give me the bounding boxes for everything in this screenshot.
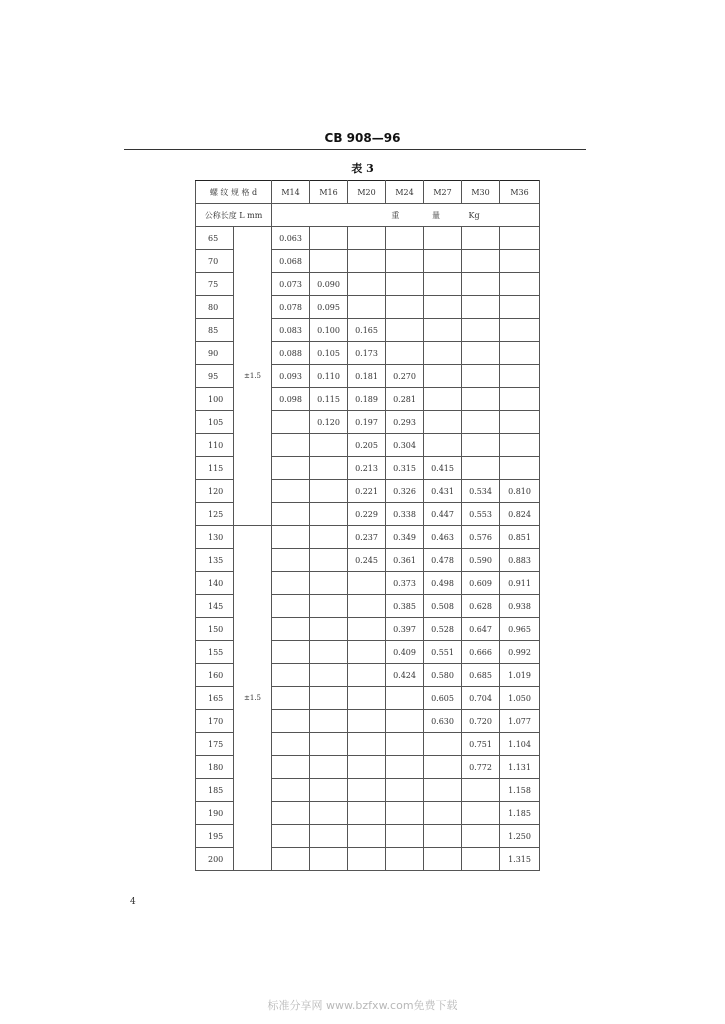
weight-cell: [424, 227, 462, 250]
weight-cell: [462, 273, 500, 296]
weight-cell: 0.281: [386, 388, 424, 411]
weight-cell: [500, 227, 540, 250]
spec-label: 螺 纹 规 格 d: [196, 181, 272, 204]
weight-cell: [462, 388, 500, 411]
weight-cell: [462, 319, 500, 342]
column-header: M30: [462, 181, 500, 204]
weight-cell: 0.647: [462, 618, 500, 641]
weight-cell: [386, 250, 424, 273]
weight-cell: [500, 365, 540, 388]
weight-cell: [462, 411, 500, 434]
weight-cell: [310, 503, 348, 526]
weight-cell: 0.883: [500, 549, 540, 572]
weight-cell: [386, 296, 424, 319]
weight-cell: [462, 296, 500, 319]
weight-unit: Kg: [468, 210, 480, 220]
weight-cell: 0.063: [272, 227, 310, 250]
weight-cell: 0.093: [272, 365, 310, 388]
weight-cell: [386, 319, 424, 342]
weight-cell: [348, 250, 386, 273]
weight-cell: [310, 664, 348, 687]
page-number: 4: [130, 897, 136, 907]
weight-cell: [272, 779, 310, 802]
weight-cell: 0.965: [500, 618, 540, 641]
weight-cell: [424, 802, 462, 825]
weight-cell: [310, 710, 348, 733]
length-cell: 165: [196, 687, 234, 710]
length-cell: 180: [196, 756, 234, 779]
weight-cell: 0.397: [386, 618, 424, 641]
weight-cell: 0.666: [462, 641, 500, 664]
weight-cell: 0.911: [500, 572, 540, 595]
length-cell: 75: [196, 273, 234, 296]
weight-cell: 0.424: [386, 664, 424, 687]
weight-cell: 0.229: [348, 503, 386, 526]
weight-cell: [424, 319, 462, 342]
weight-cell: [500, 457, 540, 480]
weight-cell: [348, 848, 386, 871]
weight-cell: [386, 825, 424, 848]
weight-cell: [272, 411, 310, 434]
weight-cell: 1.104: [500, 733, 540, 756]
weight-cell: [348, 572, 386, 595]
weight-cell: [272, 687, 310, 710]
weight-cell: [462, 457, 500, 480]
length-cell: 140: [196, 572, 234, 595]
weight-cell: 0.315: [386, 457, 424, 480]
weight-cell: 0.992: [500, 641, 540, 664]
weight-cell: [310, 549, 348, 572]
weight-cell: [272, 848, 310, 871]
weight-cell: [462, 434, 500, 457]
weight-cell: 0.628: [462, 595, 500, 618]
weight-cell: 0.938: [500, 595, 540, 618]
weight-cell: [348, 779, 386, 802]
weight-cell: [310, 595, 348, 618]
length-cell: 185: [196, 779, 234, 802]
document-code: CB 908—96: [324, 131, 401, 145]
weight-cell: 0.609: [462, 572, 500, 595]
weight-cell: 0.685: [462, 664, 500, 687]
weight-cell: [500, 411, 540, 434]
length-cell: 130: [196, 526, 234, 549]
weight-cell: 0.553: [462, 503, 500, 526]
weight-cell: [462, 802, 500, 825]
weight-cell: [500, 273, 540, 296]
column-header: M27: [424, 181, 462, 204]
weight-cell: 0.772: [462, 756, 500, 779]
weight-cell: [272, 802, 310, 825]
weight-cell: 0.551: [424, 641, 462, 664]
weight-cell: [424, 273, 462, 296]
length-cell: 90: [196, 342, 234, 365]
weight-cell: [348, 687, 386, 710]
weight-cell: 0.415: [424, 457, 462, 480]
column-header: M16: [310, 181, 348, 204]
weight-cell: 0.115: [310, 388, 348, 411]
weight-cell: 0.088: [272, 342, 310, 365]
weight-cell: [462, 342, 500, 365]
header-rule: [124, 149, 586, 150]
weight-cell: [272, 434, 310, 457]
weight-cell: [462, 848, 500, 871]
length-cell: 190: [196, 802, 234, 825]
weight-cell: 1.077: [500, 710, 540, 733]
length-cell: 125: [196, 503, 234, 526]
weight-cell: 0.630: [424, 710, 462, 733]
weight-cell: [348, 296, 386, 319]
weight-cell: [272, 756, 310, 779]
weight-cell: 1.131: [500, 756, 540, 779]
length-cell: 120: [196, 480, 234, 503]
weight-cell: 0.590: [462, 549, 500, 572]
weight-cell: [310, 480, 348, 503]
weight-cell: [348, 273, 386, 296]
weight-cell: 0.110: [310, 365, 348, 388]
weight-cell: [348, 227, 386, 250]
weight-cell: [462, 365, 500, 388]
weight-cell: [386, 687, 424, 710]
weight-cell: 0.349: [386, 526, 424, 549]
weight-cell: [310, 572, 348, 595]
length-cell: 170: [196, 710, 234, 733]
weight-cell: [424, 250, 462, 273]
weight-cell: [272, 664, 310, 687]
weight-cell: [310, 733, 348, 756]
weight-cell: [272, 710, 310, 733]
weight-cell: 0.385: [386, 595, 424, 618]
weight-table: [195, 180, 540, 871]
weight-cell: [462, 779, 500, 802]
weight-cell: [424, 411, 462, 434]
weight-cell: [272, 825, 310, 848]
weight-cell: 0.447: [424, 503, 462, 526]
weight-cell: 0.478: [424, 549, 462, 572]
weight-cell: [386, 342, 424, 365]
length-cell: 85: [196, 319, 234, 342]
weight-cell: [272, 733, 310, 756]
weight-cell: [424, 365, 462, 388]
weight-cell: 0.173: [348, 342, 386, 365]
weight-cell: [310, 250, 348, 273]
weight-cell: 0.304: [386, 434, 424, 457]
weight-cell: [310, 825, 348, 848]
weight-cell: 0.851: [500, 526, 540, 549]
weight-cell: [500, 342, 540, 365]
weight-cell: 0.720: [462, 710, 500, 733]
weight-cell: [386, 756, 424, 779]
weight-cell: [272, 595, 310, 618]
weight-cell: [424, 733, 462, 756]
weight-cell: [500, 434, 540, 457]
weight-cell: [272, 503, 310, 526]
length-cell: 105: [196, 411, 234, 434]
weight-cell: 1.250: [500, 825, 540, 848]
weight-cell: [272, 457, 310, 480]
weight-cell: 0.373: [386, 572, 424, 595]
weight-cell: [348, 664, 386, 687]
weight-cell: [310, 227, 348, 250]
weight-label-1: 重: [391, 210, 400, 220]
weight-cell: 0.704: [462, 687, 500, 710]
weight-cell: [462, 227, 500, 250]
weight-cell: [272, 549, 310, 572]
weight-cell: [310, 526, 348, 549]
weight-cell: 0.528: [424, 618, 462, 641]
weight-cell: [386, 779, 424, 802]
weight-cell: [386, 227, 424, 250]
length-cell: 70: [196, 250, 234, 273]
weight-cell: 0.197: [348, 411, 386, 434]
weight-cell: 0.090: [310, 273, 348, 296]
length-cell: 100: [196, 388, 234, 411]
weight-cell: 0.409: [386, 641, 424, 664]
weight-cell: [386, 802, 424, 825]
weight-cell: 0.576: [462, 526, 500, 549]
weight-cell: [424, 296, 462, 319]
length-cell: 115: [196, 457, 234, 480]
weight-cell: [348, 733, 386, 756]
weight-cell: [310, 756, 348, 779]
weight-cell: [348, 756, 386, 779]
weight-cell: [424, 434, 462, 457]
weight-cell: 1.050: [500, 687, 540, 710]
weight-cell: [424, 342, 462, 365]
weight-cell: 0.824: [500, 503, 540, 526]
weight-cell: 0.326: [386, 480, 424, 503]
table-subheader-row: [196, 204, 540, 227]
weight-cell: [348, 595, 386, 618]
weight-cell: [424, 848, 462, 871]
weight-cell: 0.498: [424, 572, 462, 595]
tolerance-cell: ±1.5: [234, 227, 272, 526]
weight-cell: [386, 710, 424, 733]
weight-cell: 0.431: [424, 480, 462, 503]
weight-cell: [500, 319, 540, 342]
tolerance-cell: ±1.5: [234, 526, 272, 871]
weight-cell: 0.534: [462, 480, 500, 503]
weight-cell: [272, 480, 310, 503]
weight-cell: 0.221: [348, 480, 386, 503]
column-header: M14: [272, 181, 310, 204]
table-row: [196, 526, 540, 549]
weight-cell: 0.508: [424, 595, 462, 618]
weight-cell: [386, 848, 424, 871]
weight-cell: 0.213: [348, 457, 386, 480]
weight-cell: [500, 388, 540, 411]
weight-cell: [310, 779, 348, 802]
length-label: 公称长度 L mm: [196, 204, 272, 227]
length-cell: 145: [196, 595, 234, 618]
weight-cell: 0.270: [386, 365, 424, 388]
column-header: M20: [348, 181, 386, 204]
weight-cell: 1.315: [500, 848, 540, 871]
weight-cell: [310, 618, 348, 641]
length-cell: 95: [196, 365, 234, 388]
weight-cell: 0.810: [500, 480, 540, 503]
weight-cell: 0.073: [272, 273, 310, 296]
weight-cell: [310, 434, 348, 457]
weight-cell: 0.361: [386, 549, 424, 572]
weight-cell: 0.181: [348, 365, 386, 388]
length-cell: 155: [196, 641, 234, 664]
table-body: [196, 181, 540, 871]
weight-cell: 0.083: [272, 319, 310, 342]
weight-cell: [310, 802, 348, 825]
length-cell: 200: [196, 848, 234, 871]
watermark: 标准分享网 www.bzfxw.com免费下载: [267, 999, 458, 1012]
length-cell: 80: [196, 296, 234, 319]
weight-cell: 0.463: [424, 526, 462, 549]
weight-cell: 0.100: [310, 319, 348, 342]
weight-cell: [272, 641, 310, 664]
weight-cell: 0.095: [310, 296, 348, 319]
weight-unit-label: [272, 204, 540, 227]
length-cell: 65: [196, 227, 234, 250]
table-header-row: [196, 181, 540, 204]
weight-cell: [462, 825, 500, 848]
weight-cell: [272, 572, 310, 595]
weight-cell: 0.237: [348, 526, 386, 549]
weight-cell: 0.120: [310, 411, 348, 434]
weight-cell: 1.158: [500, 779, 540, 802]
weight-cell: 0.605: [424, 687, 462, 710]
weight-cell: [348, 618, 386, 641]
weight-cell: [424, 825, 462, 848]
length-cell: 160: [196, 664, 234, 687]
weight-cell: [348, 802, 386, 825]
length-cell: 195: [196, 825, 234, 848]
weight-cell: [272, 526, 310, 549]
weight-cell: 0.098: [272, 388, 310, 411]
weight-cell: [500, 250, 540, 273]
column-header: M24: [386, 181, 424, 204]
weight-cell: [500, 296, 540, 319]
weight-cell: 1.185: [500, 802, 540, 825]
column-header: M36: [500, 181, 540, 204]
weight-cell: 0.165: [348, 319, 386, 342]
weight-cell: [424, 756, 462, 779]
weight-cell: 0.751: [462, 733, 500, 756]
weight-cell: [348, 641, 386, 664]
weight-cell: 1.019: [500, 664, 540, 687]
weight-cell: 0.105: [310, 342, 348, 365]
weight-cell: [310, 687, 348, 710]
weight-cell: [310, 457, 348, 480]
weight-cell: [348, 710, 386, 733]
table-row: [196, 227, 540, 250]
weight-cell: [386, 733, 424, 756]
weight-cell: 0.068: [272, 250, 310, 273]
length-cell: 110: [196, 434, 234, 457]
length-cell: 135: [196, 549, 234, 572]
weight-label-2: 量: [431, 210, 440, 220]
weight-cell: [310, 641, 348, 664]
weight-cell: [272, 618, 310, 641]
weight-cell: [310, 848, 348, 871]
weight-cell: 0.338: [386, 503, 424, 526]
weight-cell: 0.293: [386, 411, 424, 434]
weight-cell: 0.580: [424, 664, 462, 687]
weight-cell: 0.205: [348, 434, 386, 457]
weight-cell: 0.078: [272, 296, 310, 319]
weight-cell: 0.189: [348, 388, 386, 411]
length-cell: 175: [196, 733, 234, 756]
weight-cell: [348, 825, 386, 848]
length-cell: 150: [196, 618, 234, 641]
weight-cell: 0.245: [348, 549, 386, 572]
weight-cell: [424, 779, 462, 802]
weight-cell: [462, 250, 500, 273]
table-title: 表 3: [351, 162, 374, 175]
weight-cell: [386, 273, 424, 296]
weight-cell: [424, 388, 462, 411]
